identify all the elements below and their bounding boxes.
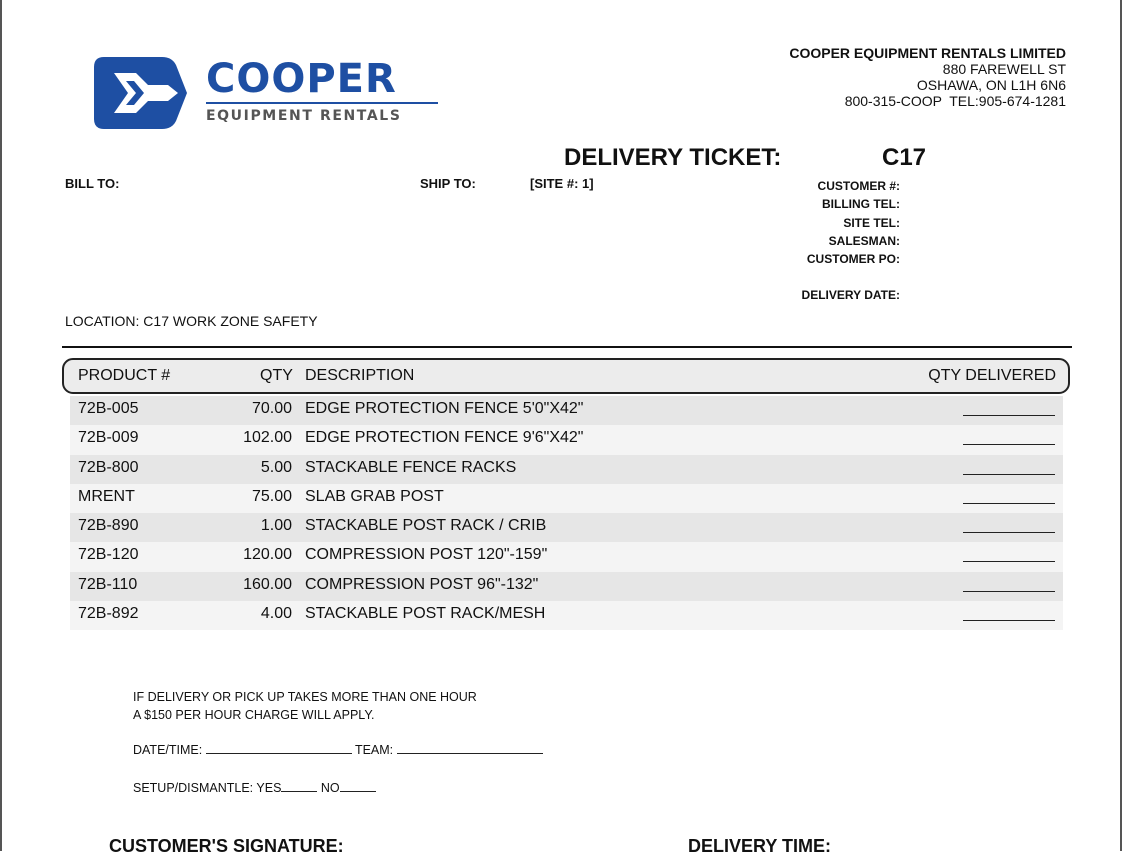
cell-description: SLAB GRAB POST — [305, 487, 444, 505]
setup-yes-blank[interactable] — [281, 779, 317, 792]
company-logo — [92, 55, 442, 131]
team-blank[interactable] — [397, 741, 543, 754]
salesman-label: SALESMAN: — [828, 233, 900, 248]
table-row — [70, 513, 1063, 542]
delivery-notes — [133, 688, 477, 724]
logo-subtitle: EQUIPMENT RENTALS — [206, 108, 402, 124]
qty-delivered-blank[interactable] — [963, 561, 1055, 562]
label-spacer — [802, 268, 900, 286]
setup-dismantle-label: SETUP/DISMANTLE: YES — [133, 781, 282, 795]
team-label: TEAM: — [354, 743, 394, 757]
cell-description: COMPRESSION POST 120"-159" — [305, 546, 548, 564]
customer-info-labels — [802, 177, 900, 305]
table-row — [70, 542, 1063, 571]
logo-rule — [206, 102, 438, 104]
cell-product: 72B-110 — [78, 575, 138, 593]
location-line: LOCATION: C17 WORK ZONE SAFETY — [65, 313, 318, 329]
site-number: [SITE #: 1] — [530, 176, 594, 191]
customer-signature-label: CUSTOMER'S SIGNATURE: — [109, 836, 344, 856]
company-address-line1: 880 FAREWELL ST — [942, 61, 1066, 77]
cell-product: 72B-120 — [78, 546, 139, 564]
cell-qty: 70.00 — [251, 400, 292, 417]
cell-product: 72B-890 — [78, 517, 139, 535]
cell-qty: 160.00 — [243, 575, 292, 593]
header-product: PRODUCT # — [78, 367, 171, 384]
cell-description: COMPRESSION POST 96"-132" — [305, 575, 539, 593]
table-row — [70, 396, 1063, 425]
cell-product: 72B-892 — [78, 605, 139, 623]
cell-description: STACKABLE POST RACK / CRIB — [305, 517, 547, 535]
header-description: DESCRIPTION — [305, 367, 415, 384]
page-border-left — [0, 0, 2, 851]
cell-description: STACKABLE POST RACK/MESH — [305, 605, 546, 623]
company-name: COOPER EQUIPMENT RENTALS LIMITED — [789, 45, 1066, 61]
qty-delivered-blank[interactable] — [963, 474, 1055, 475]
qty-delivered-blank[interactable] — [963, 444, 1055, 445]
table-row — [70, 601, 1063, 630]
cell-qty: 102.00 — [243, 429, 292, 447]
header-qty: QTY — [260, 367, 293, 384]
ticket-number: C17 — [882, 144, 927, 171]
table-row — [70, 572, 1063, 601]
cell-product: 72B-009 — [78, 429, 139, 447]
ship-to-label: SHIP TO: — [420, 176, 476, 191]
cell-qty: 4.00 — [260, 605, 292, 623]
cell-product: 72B-800 — [78, 458, 139, 476]
cell-qty: 75.00 — [251, 487, 292, 505]
note-line2: A $150 PER HOUR CHARGE WILL APPLY. — [133, 708, 375, 722]
setup-no-label: NO — [320, 781, 340, 795]
cell-product: MRENT — [78, 487, 135, 505]
cell-qty: 1.00 — [260, 517, 292, 535]
setup-row — [133, 779, 376, 795]
qty-delivered-blank[interactable] — [963, 503, 1055, 504]
company-address-block — [789, 45, 1066, 109]
date-team-row — [133, 741, 543, 757]
cell-description: EDGE PROTECTION FENCE 5'0"X42" — [305, 400, 584, 417]
bill-to-label: BILL TO: — [65, 176, 120, 191]
table-row — [70, 455, 1063, 484]
table-row — [70, 484, 1063, 513]
customer-number-label: CUSTOMER #: — [817, 179, 900, 193]
header-qty-delivered: QTY DELIVERED — [928, 367, 1056, 384]
billing-tel-label: BILLING TEL: — [822, 197, 900, 212]
cell-qty: 5.00 — [260, 458, 292, 476]
cooper-arrow-logo-icon — [92, 55, 188, 131]
cell-description: EDGE PROTECTION FENCE 9'6"X42" — [305, 429, 584, 447]
company-address-line2: OSHAWA, ON L1H 6N6 — [916, 77, 1066, 93]
qty-delivered-blank[interactable] — [963, 620, 1055, 621]
cell-qty: 120.00 — [243, 546, 292, 564]
qty-delivered-blank[interactable] — [963, 532, 1055, 533]
date-time-label: DATE/TIME: — [133, 743, 203, 757]
qty-delivered-blank[interactable] — [963, 415, 1055, 416]
table-row — [70, 425, 1063, 454]
items-table-body — [70, 396, 1063, 630]
site-tel-label: SITE TEL: — [843, 215, 900, 230]
table-header — [62, 358, 1070, 394]
delivery-time-label: DELIVERY TIME: — [688, 836, 832, 856]
ticket-title: DELIVERY TICKET: — [564, 144, 782, 171]
company-phones: 800-315-COOP TEL:905-674-1281 — [844, 93, 1066, 109]
section-divider — [62, 346, 1072, 348]
customer-po-label: CUSTOMER PO: — [806, 252, 900, 267]
logo-wordmark: COOPER — [206, 56, 397, 102]
delivery-date-label: DELIVERY DATE: — [801, 288, 900, 303]
cell-description: STACKABLE FENCE RACKS — [305, 458, 517, 476]
setup-no-blank[interactable] — [340, 779, 376, 792]
qty-delivered-blank[interactable] — [963, 591, 1055, 592]
date-time-blank[interactable] — [206, 741, 352, 754]
note-line1: IF DELIVERY OR PICK UP TAKES MORE THAN ONE HOUR — [133, 690, 477, 704]
cell-product: 72B-005 — [78, 400, 139, 417]
